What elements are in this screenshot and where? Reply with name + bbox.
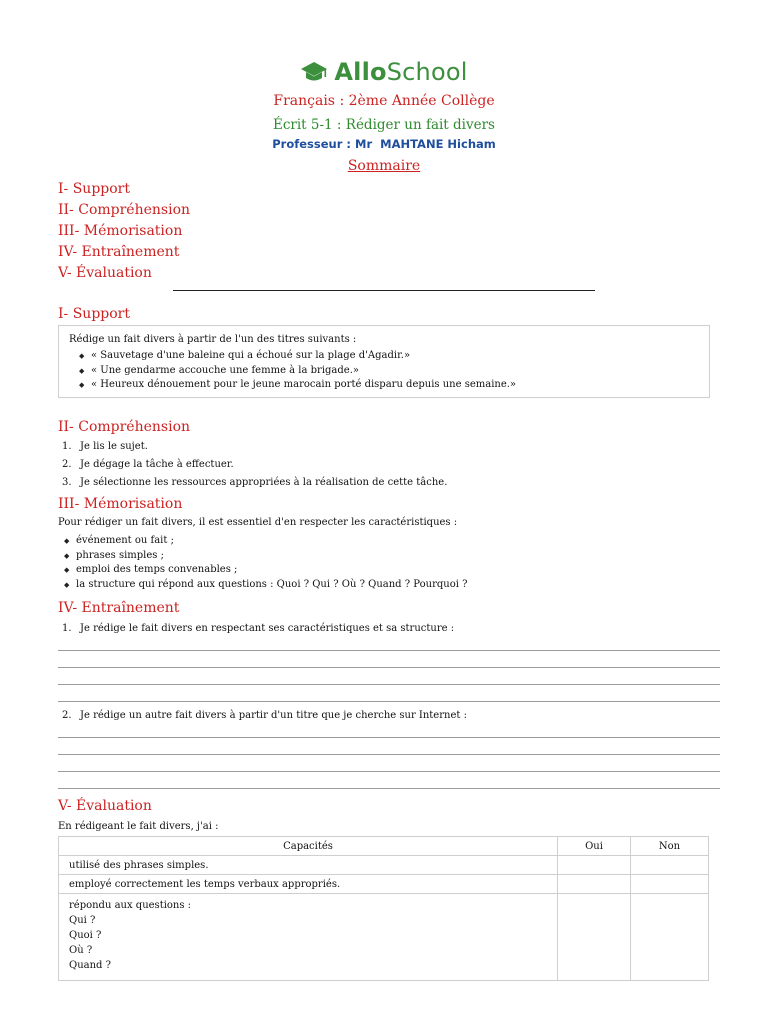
support-title-list	[79, 349, 516, 393]
toc-item-entrainement[interactable]: IV- Entraînement	[58, 244, 180, 260]
chapter-title: Écrit 5-1 : Rédiger un fait divers	[273, 117, 495, 133]
professor-line	[0, 137, 768, 151]
comprehension-heading: II- Compréhension	[58, 419, 191, 435]
evaluation-heading: V- Évaluation	[58, 798, 152, 814]
header-capacites: Capacités	[59, 837, 558, 856]
capacity-cell	[59, 894, 558, 981]
writing-line[interactable]	[58, 650, 720, 651]
oui-cell[interactable]	[558, 875, 631, 894]
list-item: 2. Je dégage la tâche à effectuer.	[62, 459, 234, 470]
oui-cell[interactable]	[558, 856, 631, 875]
writing-line[interactable]	[58, 684, 720, 685]
memorisation-list	[64, 534, 467, 592]
non-cell[interactable]	[631, 894, 709, 981]
comprehension-steps	[62, 438, 447, 492]
writing-line[interactable]	[58, 667, 720, 668]
list-item: ◆ événement ou fait ;	[64, 534, 467, 549]
professor-label: Professeur : Mr	[272, 137, 373, 151]
header-non: Non	[631, 837, 709, 856]
logo-text: AlloSchool	[334, 58, 468, 86]
table-row	[59, 894, 709, 981]
writing-line[interactable]	[58, 737, 720, 738]
toc-item-comprehension[interactable]: II- Compréhension	[58, 202, 191, 218]
oui-cell[interactable]	[558, 894, 631, 981]
memorisation-heading: III- Mémorisation	[58, 496, 183, 512]
non-cell[interactable]	[631, 875, 709, 894]
question-item: Quoi ?	[69, 930, 102, 941]
table-row	[59, 856, 709, 875]
sommaire-heading: Sommaire	[347, 158, 421, 174]
table-row	[59, 875, 709, 894]
entrainement-task-1	[62, 620, 454, 638]
list-item: 1. Je lis le sujet.	[62, 441, 148, 452]
toc-item-support[interactable]: I- Support	[58, 181, 130, 197]
list-item: ◆ « Une gendarme accouche une femme à la brigade.»	[79, 364, 516, 379]
evaluation-table	[58, 836, 709, 981]
list-item: 2. Je rédige un autre fait divers à partir d'un titre que je cherche sur Internet :	[62, 710, 467, 721]
list-item: ◆ « Heureux dénouement pour le jeune marocain porté disparu depuis une semaine.»	[79, 378, 516, 393]
alloschool-logo[interactable]	[0, 58, 768, 86]
question-label: répondu aux questions :	[69, 900, 192, 911]
question-item: Quand ?	[69, 960, 111, 971]
support-intro: Rédige un fait divers à partir de l'un des titres suivants :	[69, 334, 357, 345]
writing-line[interactable]	[58, 788, 720, 789]
list-item: 1. Je rédige le fait divers en respectant ses caractéristiques et sa structure :	[62, 623, 455, 634]
support-heading: I- Support	[58, 306, 130, 322]
non-cell[interactable]	[631, 856, 709, 875]
graduation-cap-icon	[300, 60, 328, 84]
capacity-cell: employé correctement les temps verbaux appropriés.	[59, 875, 558, 894]
question-item: Qui ?	[69, 915, 96, 926]
list-item: ◆ la structure qui répond aux questions : Quoi ? Qui ? Où ? Quand ? Pourquoi ?	[64, 578, 467, 593]
writing-line[interactable]	[58, 771, 720, 772]
entrainement-heading: IV- Entraînement	[58, 600, 180, 616]
writing-line[interactable]	[58, 754, 720, 755]
question-item: Où ?	[69, 945, 93, 956]
toc-item-evaluation[interactable]: V- Évaluation	[58, 265, 152, 281]
list-item: 3. Je sélectionne les ressources appropriées à la réalisation de cette tâche.	[62, 477, 448, 488]
entrainement-task-2	[62, 707, 467, 725]
professor-name: MAHTANE Hicham	[380, 137, 496, 151]
table-header-row	[59, 837, 709, 856]
support-box	[58, 325, 710, 398]
list-item: ◆ emploi des temps convenables ;	[64, 563, 467, 578]
section-divider	[173, 290, 595, 291]
list-item: ◆ phrases simples ;	[64, 549, 467, 564]
toc-item-memorisation[interactable]: III- Mémorisation	[58, 223, 183, 239]
memorisation-intro: Pour rédiger un fait divers, il est essentiel d'en respecter les caractéristiques :	[58, 517, 458, 528]
evaluation-intro: En rédigeant le fait divers, j'ai :	[58, 821, 219, 832]
list-item: ◆ « Sauvetage d'une baleine qui a échoué sur la plage d'Agadir.»	[79, 349, 516, 364]
table-of-contents	[58, 179, 190, 284]
writing-line[interactable]	[58, 701, 720, 702]
subject-title: Français : 2ème Année Collège	[273, 93, 495, 109]
capacity-cell: utilisé des phrases simples.	[59, 856, 558, 875]
header-oui: Oui	[558, 837, 631, 856]
